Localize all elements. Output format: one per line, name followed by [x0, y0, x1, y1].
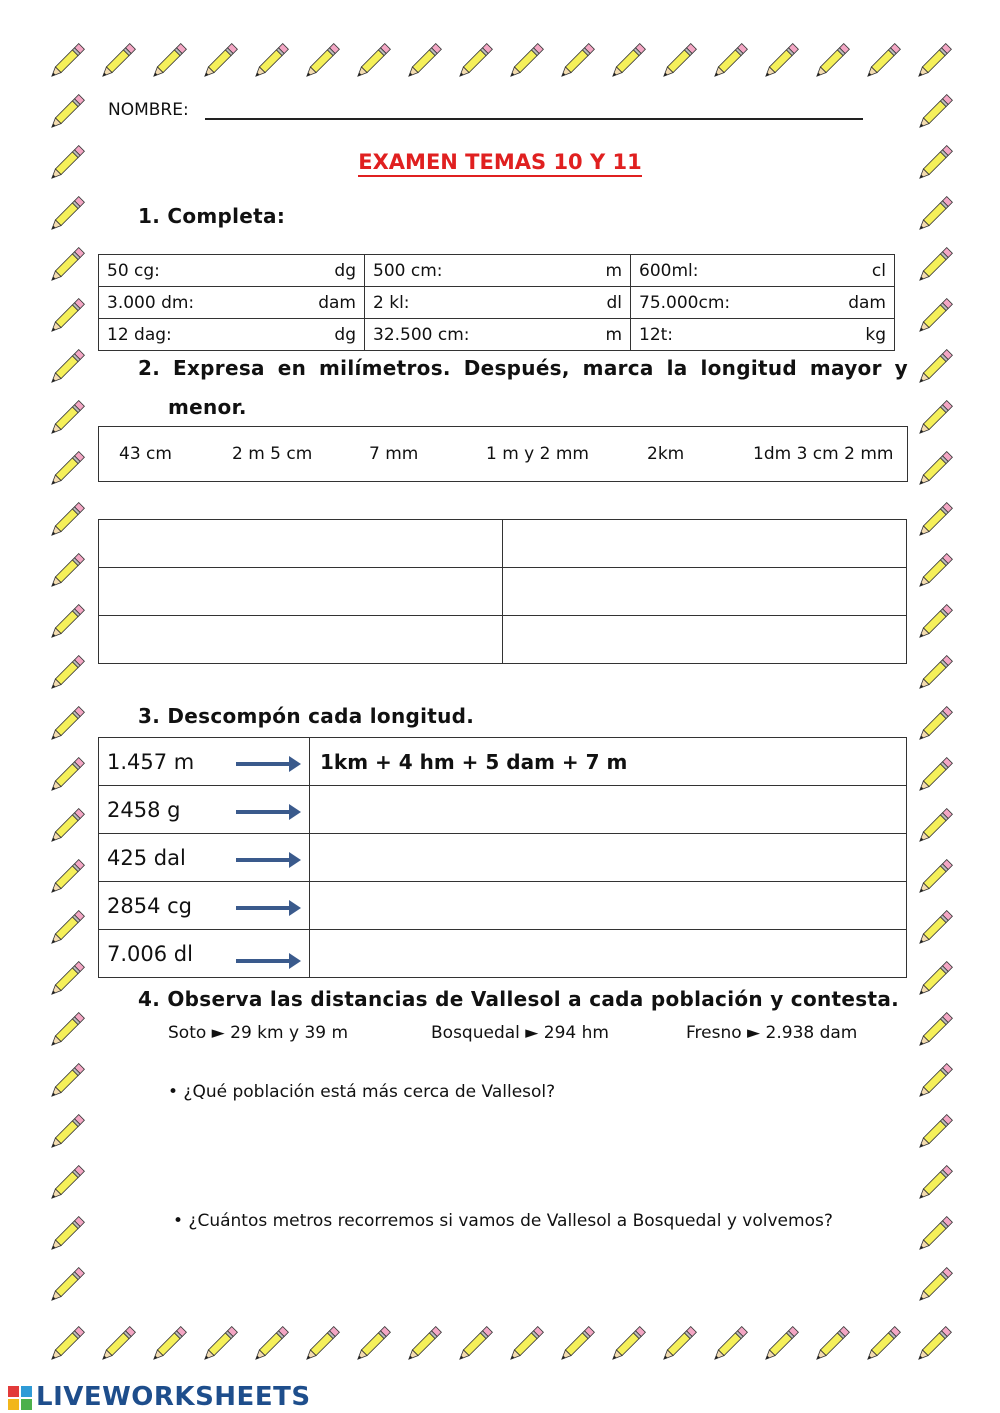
arrow-right-icon — [236, 762, 291, 766]
pencil-icon — [914, 756, 954, 796]
q3-value-cell — [99, 786, 310, 834]
q3-value-cell — [99, 834, 310, 882]
pencil-icon — [46, 297, 86, 337]
q1-cell[interactable] — [99, 287, 365, 319]
pencil-icon — [914, 807, 954, 847]
pencil-icon — [914, 1113, 954, 1153]
answer-cell[interactable] — [503, 568, 907, 616]
q3-answer-cell[interactable] — [310, 882, 907, 930]
pencil-icon — [403, 42, 443, 82]
q1-quantity: 2 kl: — [373, 292, 410, 313]
pencil-icon — [97, 42, 137, 82]
q3-value-cell — [99, 930, 310, 978]
pencil-icon — [46, 42, 86, 82]
q1-quantity: 32.500 cm: — [373, 324, 470, 345]
answer-cell[interactable] — [99, 568, 503, 616]
length-item: 1 m y 2 mm — [486, 444, 589, 464]
pencil-icon — [556, 1325, 596, 1365]
pencil-icon — [505, 1325, 545, 1365]
pencil-icon — [914, 858, 954, 898]
pencil-icon — [46, 348, 86, 388]
q3-value: 2458 g — [107, 797, 181, 822]
pencil-icon — [250, 1325, 290, 1365]
distance-bosquedal: Bosquedal ► 294 hm — [431, 1023, 609, 1043]
q1-unit: dam — [318, 292, 356, 313]
pencil-icon — [709, 42, 749, 82]
pencil-icon — [46, 909, 86, 949]
q1-cell[interactable] — [631, 255, 895, 287]
q1-table — [98, 254, 895, 351]
pencil-icon — [913, 1325, 953, 1365]
q3-value: 1.457 m — [107, 749, 195, 774]
q3-value: 425 dal — [107, 845, 186, 870]
pencil-icon — [250, 42, 290, 82]
pencil-icon — [46, 654, 86, 694]
pencil-icon — [914, 603, 954, 643]
length-item: 7 mm — [369, 444, 419, 464]
q1-quantity: 50 cg: — [107, 260, 160, 281]
q1-cell[interactable] — [365, 287, 631, 319]
q3-heading: 3. Descompón cada longitud. — [138, 704, 475, 728]
q1-heading: 1. Completa: — [138, 204, 286, 228]
q3-value-cell — [99, 882, 310, 930]
q1-unit: dg — [334, 260, 356, 281]
q4-heading: 4. Observa las distancias de Vallesol a cada población y contesta. — [138, 987, 900, 1011]
pencil-icon — [46, 1266, 86, 1306]
pencil-icon — [658, 42, 698, 82]
pencil-icon — [46, 93, 86, 133]
pencil-icon — [914, 1011, 954, 1051]
q1-unit: m — [605, 324, 622, 345]
q1-quantity: 75.000cm: — [639, 292, 731, 313]
q1-quantity: 600ml: — [639, 260, 699, 281]
q3-row — [99, 786, 907, 834]
pencil-icon — [46, 1215, 86, 1255]
pencil-icon — [46, 1011, 86, 1051]
pencil-icon — [505, 42, 545, 82]
length-item: 43 cm — [119, 444, 172, 464]
pencil-icon — [914, 1062, 954, 1102]
pencil-icon — [199, 1325, 239, 1365]
pencil-icon — [46, 1113, 86, 1153]
pencil-icon — [914, 654, 954, 694]
pencil-icon — [46, 1325, 86, 1365]
length-item: 1dm 3 cm 2 mm — [753, 444, 894, 464]
q2-heading: 2. Expresa en milímetros. Después, marca la longitud mayor y — [138, 356, 908, 380]
pencil-icon — [301, 42, 341, 82]
q1-unit: dg — [334, 324, 356, 345]
pencil-icon — [914, 297, 954, 337]
pencil-icon — [352, 42, 392, 82]
pencil-icon — [46, 858, 86, 898]
length-item: 2 m 5 cm — [232, 444, 313, 464]
q1-cell[interactable] — [365, 255, 631, 287]
pencil-icon — [46, 756, 86, 796]
pencil-icon — [914, 195, 954, 235]
q1-cell[interactable] — [99, 255, 365, 287]
pencil-icon — [46, 195, 86, 235]
q3-row — [99, 834, 907, 882]
pencil-icon — [46, 705, 86, 745]
q3-value: 2854 cg — [107, 893, 192, 918]
pencil-icon — [658, 1325, 698, 1365]
name-input-line[interactable] — [205, 118, 863, 120]
footer-brand: LIVEWORKSHEETS — [36, 1382, 311, 1412]
distance-fresno: Fresno ► 2.938 dam — [686, 1023, 858, 1043]
liveworksheets-logo-icon — [8, 1386, 32, 1410]
pencil-icon — [914, 960, 954, 1000]
q1-quantity: 12t: — [639, 324, 674, 345]
pencil-icon — [914, 348, 954, 388]
distance-soto: Soto ► 29 km y 39 m — [168, 1023, 349, 1043]
pencil-icon — [97, 1325, 137, 1365]
pencil-icon — [46, 246, 86, 286]
q3-answer-cell[interactable] — [310, 786, 907, 834]
pencil-icon — [914, 1215, 954, 1255]
q2-answer-table — [98, 519, 907, 664]
pencil-icon — [301, 1325, 341, 1365]
q1-unit: cl — [871, 260, 886, 281]
pencil-icon — [46, 807, 86, 847]
arrow-right-icon — [236, 858, 291, 862]
pencil-icon — [914, 501, 954, 541]
q1-quantity: 3.000 dm: — [107, 292, 195, 313]
q1-cell[interactable] — [631, 287, 895, 319]
answer-cell[interactable] — [99, 520, 503, 568]
pencil-icon — [607, 1325, 647, 1365]
pencil-icon — [862, 1325, 902, 1365]
pencil-icon — [914, 1164, 954, 1204]
q2-heading-cont: menor. — [168, 395, 247, 419]
answer-cell[interactable] — [503, 520, 907, 568]
q1-quantity: 500 cm: — [373, 260, 443, 281]
pencil-icon — [148, 42, 188, 82]
pencil-icon — [46, 1062, 86, 1102]
pencil-icon — [709, 1325, 749, 1365]
q3-answer-cell[interactable]: 1km + 4 hm + 5 dam + 7 m — [310, 738, 907, 786]
pencil-icon — [862, 42, 902, 82]
pencil-icon — [46, 450, 86, 490]
q3-value-cell — [99, 738, 310, 786]
q1-row — [99, 287, 895, 319]
pencil-icon — [556, 42, 596, 82]
q1-unit: dl — [606, 292, 622, 313]
arrow-right-icon — [236, 810, 291, 814]
pencil-icon — [760, 1325, 800, 1365]
q3-answer-cell[interactable] — [310, 930, 907, 978]
pencil-icon — [46, 1164, 86, 1204]
pencil-icon — [760, 42, 800, 82]
arrow-right-icon — [236, 906, 291, 910]
q1-cell[interactable] — [631, 319, 895, 351]
q1-unit: dam — [848, 292, 886, 313]
pencil-icon — [199, 42, 239, 82]
pencil-icon — [46, 552, 86, 592]
q3-table — [98, 737, 907, 978]
pencil-icon — [403, 1325, 443, 1365]
length-item: 2km — [647, 444, 685, 464]
pencil-icon — [454, 1325, 494, 1365]
q3-answer-cell[interactable] — [310, 834, 907, 882]
answer-cell[interactable] — [99, 616, 503, 664]
pencil-icon — [811, 42, 851, 82]
name-label: NOMBRE: — [108, 100, 189, 120]
question-closest: • ¿Qué población está más cerca de Vallesol? — [168, 1082, 556, 1102]
q3-row — [99, 930, 907, 978]
pencil-icon — [914, 399, 954, 439]
pencil-icon — [914, 93, 954, 133]
pencil-icon — [914, 450, 954, 490]
q1-row — [99, 255, 895, 287]
arrow-right-icon — [236, 959, 291, 963]
pencil-icon — [914, 552, 954, 592]
q1-cell[interactable] — [99, 319, 365, 351]
pencil-icon — [811, 1325, 851, 1365]
pencil-icon — [914, 246, 954, 286]
q1-row — [99, 319, 895, 351]
q1-unit: kg — [865, 324, 886, 345]
answer-cell[interactable] — [503, 616, 907, 664]
question-meters: • ¿Cuántos metros recorremos si vamos de Vallesol a Bosquedal y volvemos? — [173, 1211, 833, 1231]
pencil-icon — [46, 399, 86, 439]
pencil-icon — [46, 501, 86, 541]
pencil-icon — [914, 1266, 954, 1306]
q2-items-box — [98, 426, 908, 482]
q3-row — [99, 882, 907, 930]
pencil-icon — [914, 705, 954, 745]
pencil-icon — [607, 42, 647, 82]
page-title: EXAMEN TEMAS 10 Y 11 — [0, 150, 1000, 174]
q1-quantity: 12 dag: — [107, 324, 172, 345]
pencil-icon — [352, 1325, 392, 1365]
pencil-icon — [46, 603, 86, 643]
pencil-icon — [46, 960, 86, 1000]
q1-cell[interactable] — [365, 319, 631, 351]
q3-value: 7.006 dl — [107, 941, 193, 966]
q3-row — [99, 738, 907, 786]
q1-unit: m — [605, 260, 622, 281]
pencil-icon — [914, 909, 954, 949]
pencil-icon — [454, 42, 494, 82]
pencil-icon — [148, 1325, 188, 1365]
pencil-icon — [913, 42, 953, 82]
